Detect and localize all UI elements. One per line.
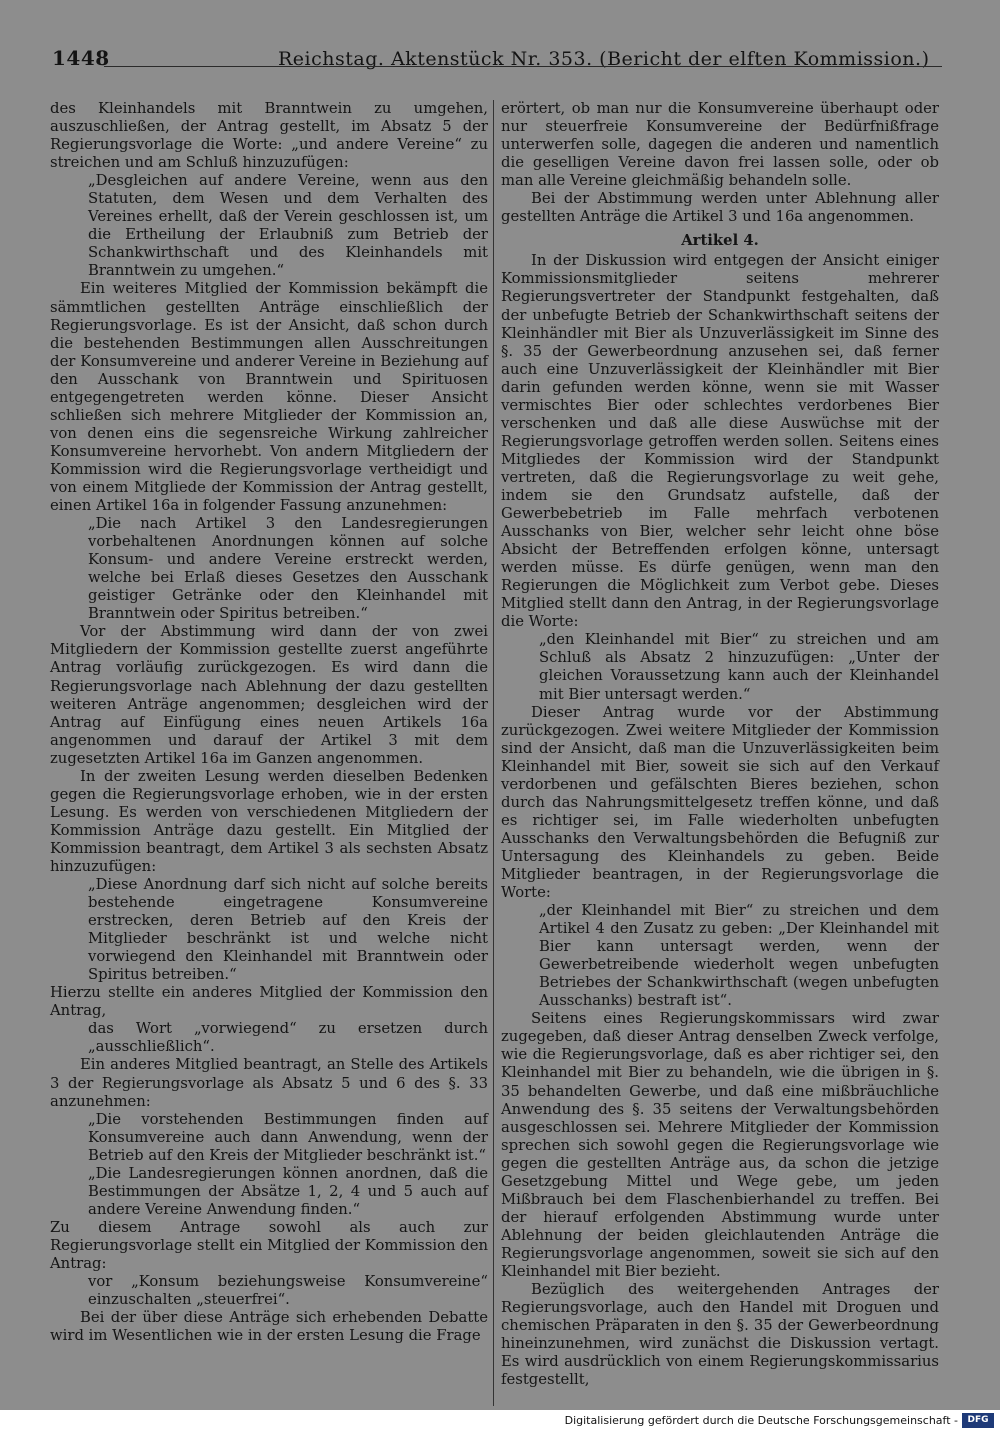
dfg-logo: DFG <box>962 1413 994 1428</box>
footer-credit: Digitalisierung gefördert durch die Deutsche Forschungsgemeinschaft - <box>564 1414 958 1427</box>
quoted-paragraph: „Die vorstehenden Bestimmungen finden auf Konsumvereine auch dann Anwendung, wenn der Betrieb auf den Kreis der Mitglieder beschränkt ist.“ <box>88 1110 488 1164</box>
quoted-paragraph: vor „Konsum beziehungsweise Konsumvereine“ einzuschalten „steuerfrei“. <box>88 1273 488 1309</box>
quoted-paragraph: das Wort „vorwiegend“ zu ersetzen durch „ausschließlich“. <box>88 1020 488 1056</box>
quoted-paragraph: „Die nach Artikel 3 den Landesregierungen vorbehaltenen Anordnungen können auf solche Konsum- und andere Vereine erstreckt werden, welche bei Erlaß dieses Gesetzes den Ausschank geistiger Getränke oder den Kleinhandel mit Branntwein oder Spiritus betreiben.“ <box>88 515 488 623</box>
left-column <box>50 100 488 1345</box>
paragraph: Vor der Abstimmung wird dann der von zwei Mitgliedern der Kommission gestellte zuerst angeführte Antrag vorläufig zurückgezogen. Es wird dann die Regierungsvorlage nach Ablehnung der dazu gestellten weiteren Anträge angenommen; desgleichen wird der Antrag auf Einfügung eines neuen Artikels 16a angenommen und darauf der Artikel 3 mit dem zugesetzten Artikel 16a im Ganzen angenommen. <box>50 623 488 767</box>
page-header <box>52 40 942 76</box>
paragraph: erörtert, ob man nur die Konsumvereine überhaupt oder nur steuerfreie Konsumvereine der Bedürfnißfrage unterwerfen solle, dagegen die anderen und namentlich die geselligen Vereine davon frei lassen solle, oder ob man alle Vereine gleichmäßig behandeln solle. <box>501 100 939 190</box>
quoted-paragraph: „den Kleinhandel mit Bier“ zu streichen und am Schluß als Absatz 2 hinzuzufügen: „Unter der gleichen Voraussetzung kann auch der Kleinhandel mit Bier untersagt werden.“ <box>539 631 939 703</box>
paragraph: In der zweiten Lesung werden dieselben Bedenken gegen die Regierungsvorlage erhoben, wie in der ersten Lesung. Es werden von verschiedenen Mitgliedern der Kommission Anträge dazu gestellt. Ein Mitglied der Kommission beantragt, dem Artikel 3 als sechsten Absatz hinzuzufügen: <box>50 767 488 875</box>
paragraph: Seitens eines Regierungskommissars wird zwar zugegeben, daß dieser Antrag denselben Zweck verfolge, wie die Regierungsvorlage, daß es aber richtiger sei, den Kleinhandel mit Bier zu behandeln, wie die übrigen in §. 35 behandelten Gewerbe, und daß eine mißbräuchliche Anwendung des §. 35 seitens der Verwaltungsbehörden ausgeschlossen sei. Mehrere Mitglieder der Kommission sprechen sich sowohl gegen die Regierungsvorlage wie gegen die gestellten Anträge aus, da schon die jetzige Gesetzgebung Mittel und Wege gebe, um jeden Mißbrauch bei dem Flaschenbierhandel zu treffen. Bei der hierauf erfolgenden Abstimmung wurde unter Ablehnung der beiden gleichlautenden Anträge die Regierungsvorlage angenommen, soweit sie sich auf den Kleinhandel mit Bier bezieht. <box>501 1010 939 1280</box>
page-number: 1448 <box>52 46 110 70</box>
paragraph: Zu diesem Antrage sowohl als auch zur Regierungsvorlage stellt ein Mitglied der Kommission den Antrag: <box>50 1218 488 1272</box>
quoted-paragraph: „Die Landesregierungen können anordnen, daß die Bestimmungen der Absätze 1, 2, 4 und 5 auch auf andere Vereine Anwendung finden.“ <box>88 1164 488 1218</box>
running-title: Reichstag. Aktenstück Nr. 353. (Bericht der elften Kommission.) <box>278 48 930 70</box>
paragraph: Bei der über diese Anträge sich erhebenden Debatte wird im Wesentlichen wie in der ersten Lesung die Frage <box>50 1309 488 1345</box>
paragraph: Hierzu stellte ein anderes Mitglied der Kommission den Antrag, <box>50 984 488 1020</box>
header-rule <box>104 66 942 67</box>
paragraph: Bei der Abstimmung werden unter Ablehnung aller gestellten Anträge die Artikel 3 und 16a angenommen. <box>501 190 939 226</box>
quoted-paragraph: „der Kleinhandel mit Bier“ zu streichen und dem Artikel 4 den Zusatz zu geben: „Der Kleinhandel mit Bier kann untersagt werden, wenn der Gewerbetreibende wiederholt wegen unbefugten Betriebes der Schankwirthschaft (wegen unbefugten Ausschanks) bestraft ist“. <box>539 902 939 1010</box>
column-divider <box>493 100 494 1406</box>
page-footer <box>0 1410 1000 1432</box>
right-column <box>501 100 939 1389</box>
section-heading: Artikel 4. <box>681 232 759 250</box>
paragraph: In der Diskussion wird entgegen der Ansicht einiger Kommissionsmitglieder seitens mehrerer Regierungsvertreter der Standpunkt festgehalten, daß der unbefugte Betrieb der Schankwirthschaft seitens der Kleinhändler mit Bier als Unzuverlässigkeit im Sinne des §. 35 der Gewerbeordnung anzusehen sei, daß ferner auch eine Unzuverlässigkeit der Kleinhändler mit Bier darin gefunden werden könne, wenn sie mit Wasser vermischtes Bier oder schlechtes verdorbenes Bier verschenken und daß alle diese Auswüchse mit der Regierungsvorlage getroffen werden sollen. Seitens eines Mitgliedes der Kommission wird der Standpunkt vertreten, daß die Regierungsvorlage zu weit gehe, indem sie den Grundsatz aufstelle, daß der Gewerbebetrieb im Falle mehrfach verbotenen Ausschanks von Bier, welcher sehr leicht ohne böse Absicht der Betreffenden erfolgen könne, untersagt werden müsse. Es dürfe genügen, wenn man den Regierungen die Möglichkeit zum Verbot gebe. Dieses Mitglied stellt dann den Antrag, in der Regierungsvorlage die Worte: <box>501 252 939 631</box>
quoted-paragraph: „Desgleichen auf andere Vereine, wenn aus den Statuten, dem Wesen und dem Verhalten des Vereines erhellt, daß der Verein geschlossen ist, um die Ertheilung der Erlaubniß zum Betrieb der Schankwirthschaft und des Kleinhandels mit Branntwein zu umgehen.“ <box>88 172 488 280</box>
paragraph: des Kleinhandels mit Branntwein zu umgehen, auszuschließen, der Antrag gestellt, im Absatz 5 der Regierungsvorlage die Worte: „und andere Vereine“ zu streichen und am Schluß hinzuzufügen: <box>50 100 488 172</box>
paragraph: Dieser Antrag wurde vor der Abstimmung zurückgezogen. Zwei weitere Mitglieder der Kommission sind der Ansicht, daß man die Unzuverlässigkeiten beim Kleinhandel mit Bier, soweit sie sich auf den Verkauf verdorbenen und gefälschten Bieres beziehen, schon durch das Nahrungsmittelgesetz treffen könne, und daß es richtiger sei, im Falle wiederholten unbefugten Ausschanks den Verwaltungsbehörden die Befugniß zur Untersagung des Kleinhandels zu geben. Beide Mitglieder beantragen, in der Regierungsvorlage die Worte: <box>501 703 939 902</box>
paragraph: Ein anderes Mitglied beantragt, an Stelle des Artikels 3 der Regierungsvorlage als Absatz 5 und 6 des §. 33 anzunehmen: <box>50 1056 488 1110</box>
paragraph: Ein weiteres Mitglied der Kommission bekämpft die sämmtlichen gestellten Anträge einschließlich der Regierungsvorlage. Es ist der Ansicht, daß schon durch die bestehenden Bestimmungen allen Ausschreitungen der Konsumvereine und anderer Vereine in Beziehung auf den Ausschank von Branntwein und Spirituosen entgegengetreten werden könne. Dieser Ansicht schließen sich mehrere Mitglieder der Kommission an, von denen eins die segensreiche Wirkung zahlreicher Konsumvereine hervorhebt. Von andern Mitgliedern der Kommission wird die Regierungsvorlage vertheidigt und von einem Mitgliede der Kommission der Antrag gestellt, einen Artikel 16a in folgender Fassung anzunehmen: <box>50 280 488 515</box>
paragraph: Bezüglich des weitergehenden Antrages der Regierungsvorlage, auch den Handel mit Droguen und chemischen Präparaten in den §. 35 der Gewerbeordnung hineinzunehmen, wird zunächst die Diskussion vertagt. Es wird ausdrücklich von einem Regierungskommissarius festgestellt, <box>501 1281 939 1389</box>
quoted-paragraph: „Diese Anordnung darf sich nicht auf solche bereits bestehende eingetragene Konsumvereine erstrecken, deren Betrieb auf den Kreis der Mitglieder beschränkt ist und welche nicht vorwiegend den Kleinhandel mit Branntwein oder Spiritus betreiben.“ <box>88 876 488 984</box>
